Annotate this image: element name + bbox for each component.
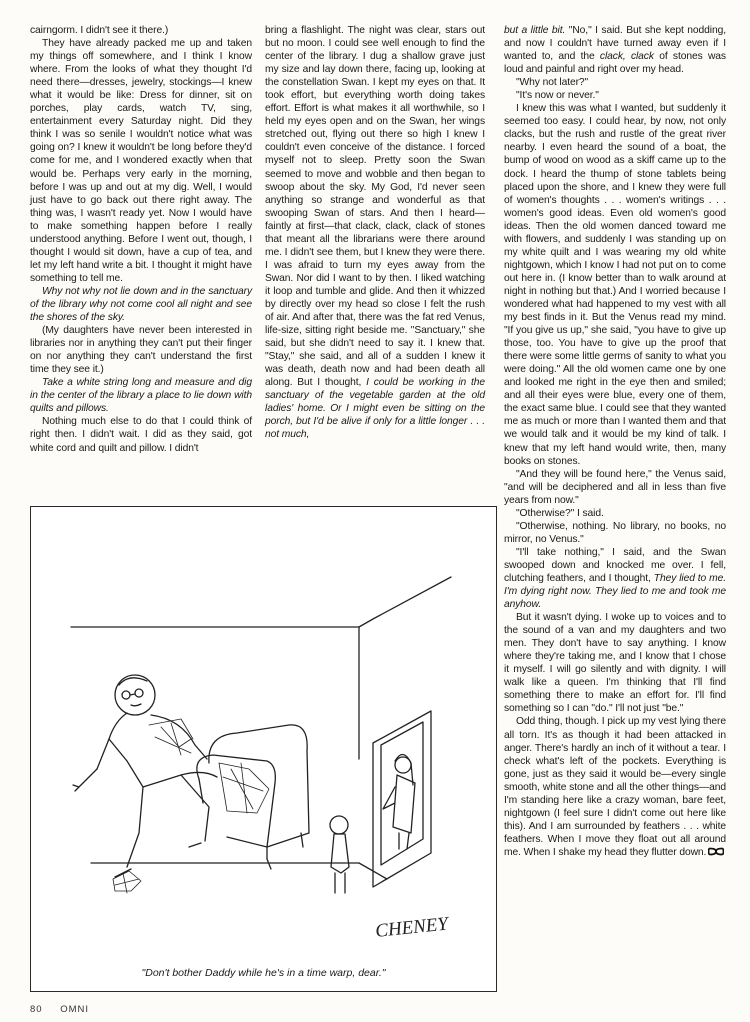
woman-legs xyxy=(399,833,409,849)
cobweb-body xyxy=(149,719,193,755)
article-column-2 xyxy=(265,24,485,442)
paragraph: bring a flashlight. The night was clear, stars out but no moon. I could see well enough to find the center of the library. I dug a shallow grave just my size and lay down there, facing up, looking at the constellation Swan. I kept my eyes on that. It took effort, but everything worth doing takes effort. Effort is what makes it all worthwhile, so I held my eyes open and on the Swan, her wings stretched out, flying out there so high I knew I couldn't even conceive of the distance. I forced myself not to sleep. Pretty soon the Swan seemed to move and wobble and then began to swoop about the sky. My God, I'd never seen anything so strange and wonderful as that swooping Swan of stars. And then I heard—faintly at first—that clack, clack, clack of stones that meant all the librarians were there around me. I didn't see them, but I knew they were there. I was afraid to turn my eyes away from the Swan. Nor did I want to by then. I liked watching it loop and tumble and glide. And then it whizzed by directly over my head so close I felt the rush of air. And after that, there was the fat red Venus, life-size, sitting right beside me. "Sanctuary," she said, but she didn't need to say it. I knew that. "Stay," she said, and all of a sudden I knew it was death, death now and had been death all along. But I thought, I could be working in the sanctuary of the vegetable garden at the old ladies' home. Or I might even be sitting on the porch, but I'd be alive if only for a little longer . . . not much, xyxy=(265,25,485,441)
cartoon-panel xyxy=(30,506,497,992)
child-body xyxy=(331,834,349,873)
article-column-3 xyxy=(504,24,726,1004)
paragraph: "It's now or never." xyxy=(516,90,599,102)
doorway-frame xyxy=(373,711,431,887)
man-torso xyxy=(109,739,217,787)
paragraph: But it wasn't dying. I woke up to voices and to the sound of a van and my daughters and two men. They don't have to say anything. I know where they're taking me, and I know that I chose it myself. I will go silently and with dignity. I will walk like a queen. I'm thinking that I'll find something there to make an effort for. I'll find something so I can "do." I'll not just "be." xyxy=(504,612,726,715)
cartoonist-signature: CHENEY xyxy=(374,913,449,942)
child-head xyxy=(330,816,348,834)
cartoon-caption: "Don't bother Daddy while he's in a time warp, dear." xyxy=(141,967,386,979)
paragraph: but a little bit. "No," I said. But she kept nodding, and now I couldn't have turned away even if I wanted to, and the clack, clack of stones was loud and painful and right over my head. xyxy=(504,25,726,76)
page-footer xyxy=(30,1004,103,1015)
paragraph-italic: Take a white string long and measure and dig in the center of the library a place to lie down with quilts and pillows. xyxy=(30,377,252,415)
page-number: 80 xyxy=(30,1004,43,1015)
armchair-arm xyxy=(197,755,275,847)
paragraph: "Why not later?" xyxy=(516,77,589,89)
doorway-inner xyxy=(381,722,423,865)
paragraph-last: Odd thing, though. I pick up my vest lying there all torn. It's as though it had been attacked in anger. There's hardly an inch of it without a tear. I check what's left of the pockets. Everything is gone, just as they said it would be—every single smooth, white stone and all the other things—and I'm standing here like a crazy woman, bare feet, nightgown (I feel sure I didn't come out here like this). And I am surrounded by feathers . . . white feathers. When I move they float out all around me. When I shake my head they flutter down. xyxy=(504,716,726,858)
paragraph: "Otherwise?" I said. xyxy=(516,507,604,519)
end-of-article-icon xyxy=(708,847,724,856)
paragraph: "I'll take nothing," I said, and the Swan swooped down and knocked me over. I fell, clutching feathers, and I thought, They lied to me. I'm dying right now. They lied to me and took me anyhow. xyxy=(504,546,726,611)
paragraph: Nothing much else to do that I could think of right then. I didn't wait. I did as they said, got white cord and quilt and pillow. I didn't xyxy=(30,416,252,454)
paragraph-italic: Why not why not lie down and in the sanctuary of the library why not come cool all night and see the shores of the sky. xyxy=(30,285,252,324)
paragraph: "And they will be found here," the Venus said, "and will be deciphered and all in less than five years from now." xyxy=(504,468,726,506)
man-arm-left xyxy=(73,769,97,791)
man-body xyxy=(97,713,207,769)
cartoon-illustration xyxy=(31,507,496,991)
article-column-1 xyxy=(30,24,252,455)
paragraph: They have already packed me up and taken my things off somewhere, and I think I know where. From the looks of what they thought I'd need there—dresses, jewelry, stockings—I knew what it would be like: Dress for dinner, sit on porches, play cards, watch TV, sing, entertainment every Saturday night. Did they think I was so senile I wouldn't notice what was going on? I knew it wouldn't be long before they'd come for me, and I wondered exactly when that would be. Perhaps very early in the morning, before I was up and out at my dig. Well, I would just have to go back out there right away. The thing was, I wasn't ready yet. Now I would have to make something happen before I really understood anything. Before I went out, though, I thought I would sit down, have a cup of tea, and let my left hand write a bit. I thought it might have something to tell me. xyxy=(30,38,252,284)
child-legs xyxy=(335,873,345,893)
paragraph: (My daughters have never been interested in libraries nor in anything they can't put their finger on nor anything they can't understand the first time they see it.) xyxy=(30,325,252,376)
woman-arm xyxy=(383,787,395,809)
paragraph: "Otherwise, nothing. No library, no books, no mirror, no Venus." xyxy=(504,520,726,545)
paragraph: cairngorm. I didn't see it there.) xyxy=(30,25,169,36)
cobweb-chair xyxy=(219,763,269,813)
cobweb-feet xyxy=(113,871,141,893)
paragraph: I knew this was what I wanted, but suddenly it seemed too easy. I could hear, by now, not only clacks, but the rush and rustle of the great river nearby. I even heard the sound of a boat, the bump of wood on wood as a skiff came up to the dock. I heard the thump of stone tablets being placed upon the shore, and I knew they were full of women's thoughts . . . women's writings . . . women's good ideas. Even old women's good ideas. Then the old women danced toward me with flowers, and suddenly I was standing up on my white quilt and I was wearing my old white nightgown, which I know I had not put on to come out here in. (I know better than to walk around at night in nothing but that.) And I worried because I wondered what had happened to my vest with all my best finds in it. But the Venus read my mind. "If you give us up," she said, "you have to give up those, too. You have to give up the proof that there were some little germs of sanity to what you were doing." All the old women came one by one and looked me right in the eye then and smiled; and all their eyes were blue, every one of them, the exact same blue. I could see that they wanted me as much or more than I wanted them and that we would talk and it would be my kind of talk. I knew that my left hand would write, then, many books on stones. xyxy=(504,103,726,467)
woman-dress xyxy=(393,775,415,833)
magazine-name: OMNI xyxy=(60,1004,90,1015)
man-leg-right xyxy=(181,775,209,847)
wall-corner-line xyxy=(359,577,451,627)
